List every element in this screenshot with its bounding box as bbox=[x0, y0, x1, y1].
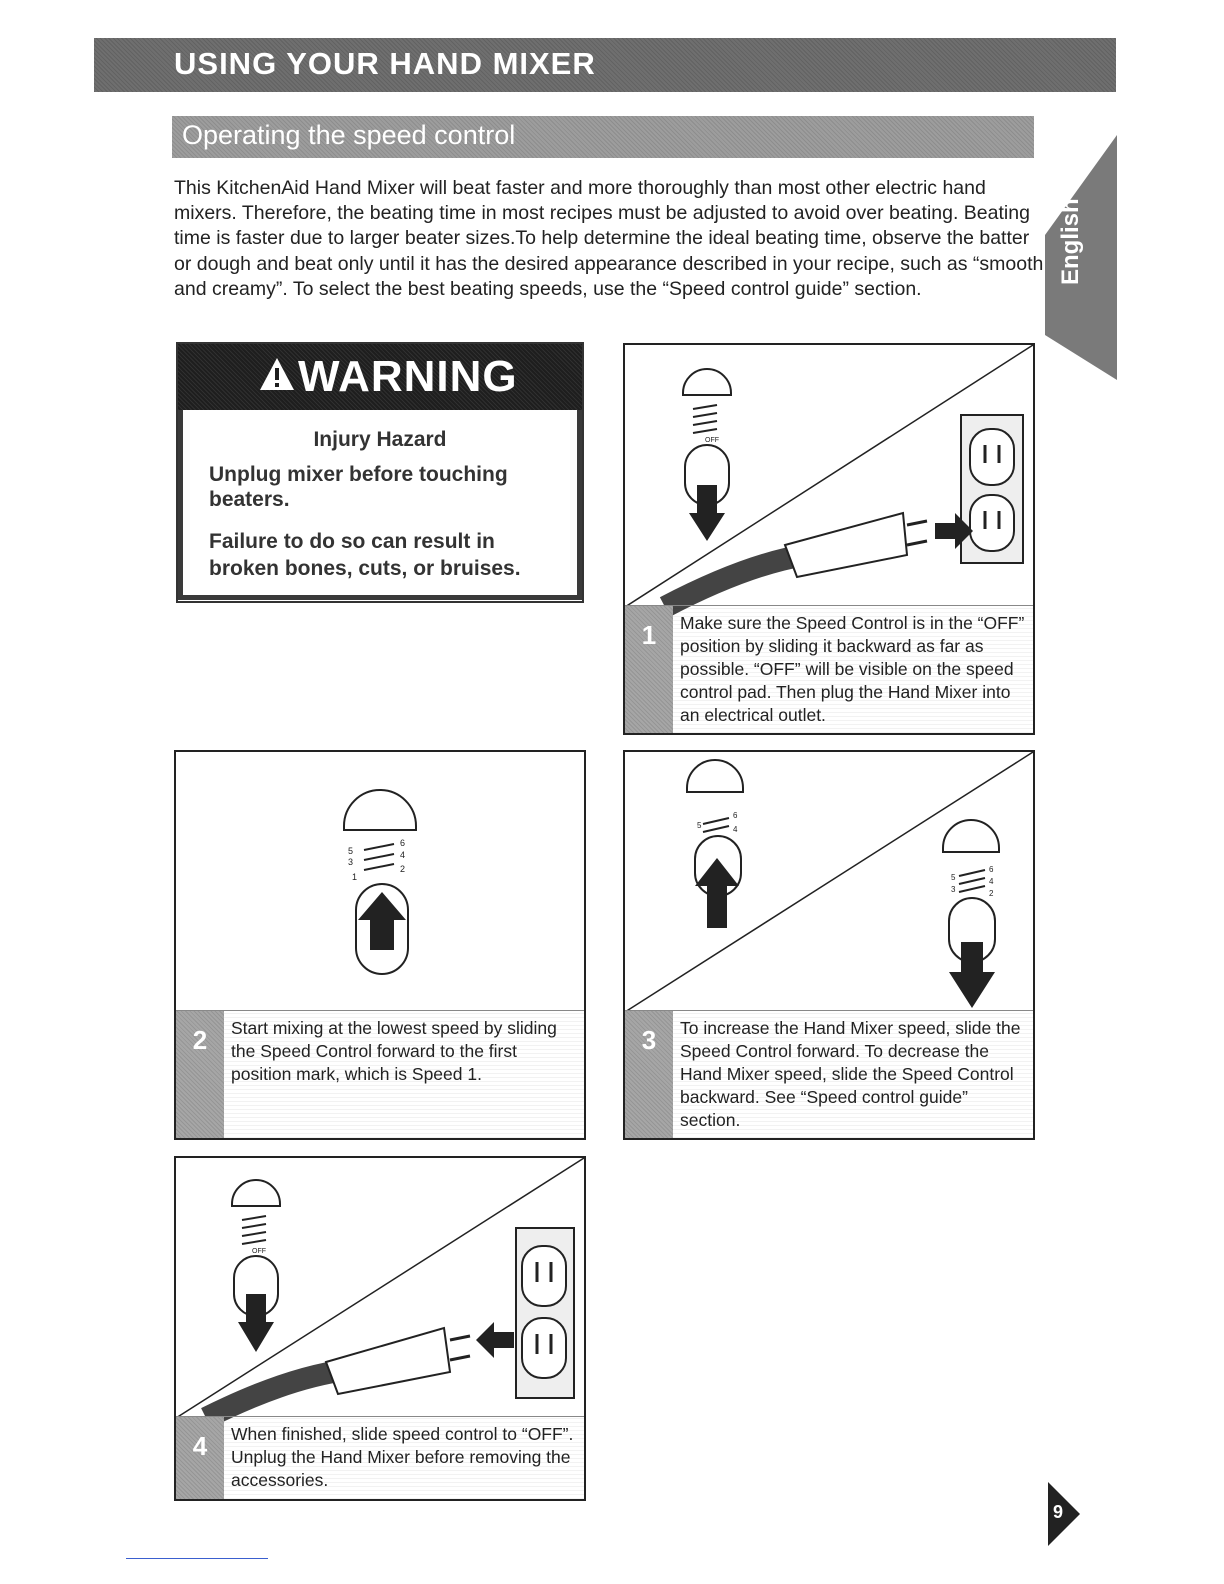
step-2-text: Start mixing at the lowest speed by sliding the Speed Control forward to the first position mark, which is Speed 1. bbox=[231, 1018, 557, 1084]
svg-text:5: 5 bbox=[697, 821, 702, 830]
step-4-illustration bbox=[176, 1158, 584, 1418]
language-tab bbox=[1045, 135, 1117, 380]
step-3-text: To increase the Hand Mixer speed, slide the Speed Control forward. To decrease the Hand Mixer speed, slide the Speed Control backward. See “Speed control guide” section. bbox=[680, 1018, 1021, 1130]
step-3-number-badge: 3 bbox=[625, 1011, 673, 1138]
svg-text:4: 4 bbox=[733, 825, 738, 834]
svg-text:6: 6 bbox=[400, 838, 406, 848]
subsection-title: Operating the speed control bbox=[182, 120, 516, 150]
warning-body bbox=[178, 410, 582, 600]
step-4-panel bbox=[174, 1156, 586, 1501]
language-tab-label: English bbox=[1057, 198, 1084, 285]
speed-control-increase bbox=[687, 760, 743, 928]
step-3-illustration bbox=[625, 752, 1033, 1012]
wall-outlet-icon bbox=[961, 415, 1023, 563]
subsection-banner bbox=[172, 116, 1034, 158]
warning-triangle-icon bbox=[258, 356, 296, 392]
svg-text:2: 2 bbox=[400, 864, 406, 874]
step-2-illustration bbox=[176, 752, 584, 1012]
wall-outlet-icon bbox=[516, 1228, 574, 1398]
step-1-panel bbox=[623, 343, 1035, 735]
svg-text:3: 3 bbox=[951, 885, 956, 894]
step-4-number-badge: 4 bbox=[176, 1417, 224, 1499]
step-3-caption bbox=[625, 1010, 1033, 1138]
speed-control-decrease bbox=[943, 820, 999, 1008]
svg-text:3: 3 bbox=[348, 857, 354, 867]
step-4-caption bbox=[176, 1416, 584, 1499]
section-banner bbox=[94, 38, 1116, 92]
warning-title: WARNING bbox=[298, 352, 518, 401]
step-3-panel bbox=[623, 750, 1035, 1140]
warning-line-2: Failure to do so can result in broken bones, cuts, or bruises. bbox=[209, 530, 521, 580]
svg-text:4: 4 bbox=[989, 877, 994, 886]
warning-line-1: Unplug mixer before touching beaters. bbox=[209, 463, 508, 511]
warning-header bbox=[178, 344, 582, 410]
warning-box bbox=[176, 342, 584, 603]
svg-text:4: 4 bbox=[400, 850, 406, 860]
svg-text:5: 5 bbox=[951, 873, 956, 882]
step-2-caption bbox=[176, 1010, 584, 1138]
svg-text:2: 2 bbox=[989, 889, 994, 898]
warning-hazard: Injury Hazard bbox=[313, 428, 447, 451]
step-1-caption bbox=[625, 605, 1033, 733]
section-title: USING YOUR HAND MIXER bbox=[174, 46, 596, 81]
step-1-number-badge: 1 bbox=[625, 606, 673, 733]
step-1-illustration bbox=[625, 345, 1033, 607]
off-mark: OFF bbox=[252, 1248, 266, 1255]
svg-text:6: 6 bbox=[989, 865, 994, 874]
speed-control-off bbox=[232, 1180, 280, 1352]
speed-control-off bbox=[683, 369, 731, 541]
footer-rule bbox=[126, 1558, 268, 1559]
page-number: 9 bbox=[1053, 1502, 1064, 1522]
off-mark: OFF bbox=[705, 437, 719, 444]
step-2-number-badge: 2 bbox=[176, 1011, 224, 1138]
next-page-arrow-icon bbox=[1044, 1482, 1084, 1546]
step-1-text: Make sure the Speed Control is in the “OFF” position by sliding it backward as far as possible. “OFF” will be visible on the speed control pad. Then plug the Hand Mixer into an electrical outlet. bbox=[680, 613, 1025, 725]
svg-text:6: 6 bbox=[733, 811, 738, 820]
step-4-text: When finished, slide speed control to “OFF”. Unplug the Hand Mixer before removing the accessories. bbox=[231, 1424, 574, 1490]
arrow-left-icon bbox=[476, 1322, 514, 1358]
svg-text:1: 1 bbox=[352, 872, 358, 882]
svg-text:5: 5 bbox=[348, 846, 354, 856]
intro-paragraph: This KitchenAid Hand Mixer will beat faster and more thoroughly than most other electric hand mixers. Therefore, the beating time in most recipes must be adjusted to avoid over beating. Beating time is faster due to larger beater sizes.To help determine the ideal beating time, observe the batter or dough and beat only until it has the desired appearance described in your recipe, such as “smooth and creamy”. To select the best beating speeds, use the “Speed control guide” section. bbox=[174, 177, 1044, 300]
step-2-panel bbox=[174, 750, 586, 1140]
page-number-marker bbox=[1044, 1482, 1084, 1546]
